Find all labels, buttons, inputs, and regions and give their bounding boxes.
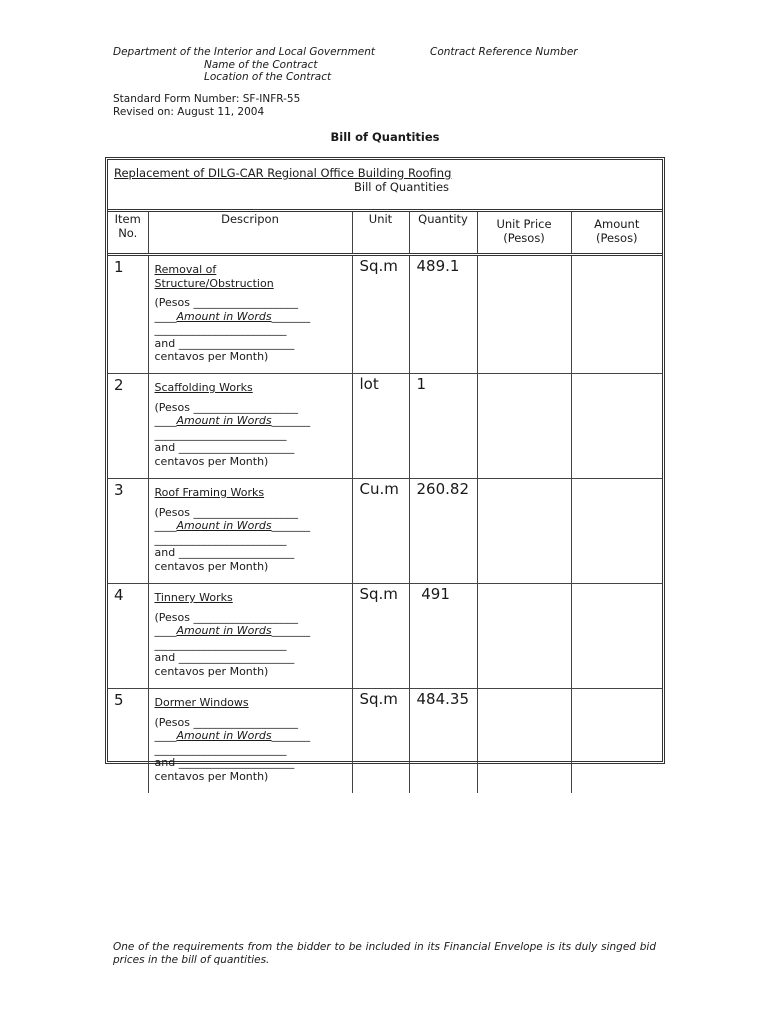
pesos-line: (Pesos ___________________: [154, 296, 298, 309]
pesos-line: (Pesos ___________________: [154, 715, 298, 729]
item-unit: lot: [352, 374, 409, 479]
contract-name-label: Name of the Contract: [204, 58, 318, 71]
column-header-row: [108, 212, 662, 255]
blank-line: ________________________: [154, 742, 287, 756]
blank-line: ________________________: [154, 532, 287, 546]
item-quantity: 1: [409, 374, 477, 479]
and-line: and _____________________: [154, 651, 295, 664]
item-quantity: 489.1: [409, 255, 477, 374]
table-row: [108, 689, 662, 794]
pesos-line: (Pesos ___________________: [154, 610, 298, 624]
table-row: [108, 255, 662, 374]
col-amount: Amount (Pesos): [571, 212, 662, 255]
col-item-no: Item No.: [108, 212, 148, 255]
item-description: [148, 479, 352, 584]
header-left: [113, 46, 375, 84]
item-number: 5: [108, 689, 148, 794]
item-unit-price-cell[interactable]: [477, 255, 571, 374]
centavos-line: centavos per Month): [154, 769, 269, 783]
item-amount-cell[interactable]: [571, 374, 662, 479]
standard-form-number: Standard Form Number: SF-INFR-55: [113, 93, 301, 105]
pesos-line: (Pesos ___________________: [154, 400, 298, 414]
col-unit: Unit: [352, 212, 409, 255]
amount-in-words-line: ____Amount in Words_______: [154, 624, 311, 637]
table-row: [108, 374, 662, 479]
item-number: 4: [108, 584, 148, 689]
centavos-line: centavos per Month): [154, 559, 269, 573]
contract-location-label: Location of the Contract: [204, 71, 332, 83]
item-unit-price-cell[interactable]: [477, 479, 571, 584]
col-description: Descripon: [148, 212, 352, 255]
bill-of-quantities-table: [105, 157, 665, 783]
item-unit: Cu.m: [352, 479, 409, 584]
item-unit-price-cell[interactable]: [477, 584, 571, 689]
and-line: and _____________________: [154, 336, 295, 350]
item-quantity: 484.35: [409, 689, 477, 794]
page-title: Bill of Quantities: [330, 130, 440, 144]
item-description: [148, 255, 352, 374]
and-line: and _____________________: [154, 756, 295, 769]
item-description: [148, 374, 352, 479]
blank-line: ________________________: [154, 637, 287, 651]
item-name: Scaffolding Works: [154, 381, 253, 394]
department-name: Department of the Interior and Local Government: [113, 46, 376, 58]
item-number: 3: [108, 479, 148, 584]
centavos-line: centavos per Month): [154, 454, 269, 468]
contract-reference-label: Contract Reference Number: [430, 46, 578, 58]
blank-line: ________________________: [154, 427, 287, 441]
item-unit: Sq.m: [352, 255, 409, 374]
blank-line: ________________________: [154, 323, 287, 336]
col-unit-price: Unit Price (Pesos): [477, 212, 571, 255]
item-name: Roof Framing Works: [154, 486, 265, 499]
pesos-line: (Pesos ___________________: [154, 505, 298, 519]
item-number: 1: [108, 255, 148, 374]
footnote: One of the requirements from the bidder to be included in its Financial Envelope is its duly singed bid prices in the bill of quantities.: [113, 941, 656, 966]
item-amount-cell[interactable]: [571, 255, 662, 374]
project-subtitle: Bill of Quantities: [354, 180, 450, 194]
item-name: Dormer Windows: [154, 696, 249, 709]
col-quantity: Quantity: [409, 212, 477, 255]
item-unit-price-cell[interactable]: [477, 689, 571, 794]
item-name: Removal of Structure/Obstruction: [154, 263, 274, 290]
item-description: [148, 689, 352, 794]
table-row: [108, 584, 662, 689]
item-unit: Sq.m: [352, 689, 409, 794]
project-name: Replacement of DILG-CAR Regional Office Building Roofing: [114, 166, 452, 180]
table-row: [108, 479, 662, 584]
item-unit-price-cell[interactable]: [477, 374, 571, 479]
centavos-line: centavos per Month): [154, 350, 269, 363]
item-amount-cell[interactable]: [571, 689, 662, 794]
items-table: [108, 212, 662, 793]
item-quantity: 491: [409, 584, 477, 689]
revision-date: Revised on: August 11, 2004: [113, 106, 265, 118]
item-number: 2: [108, 374, 148, 479]
amount-in-words-line: ____Amount in Words_______: [154, 729, 311, 742]
item-name: Tinnery Works: [154, 591, 233, 604]
form-info: [113, 93, 300, 119]
item-description: [148, 584, 352, 689]
item-quantity: 260.82: [409, 479, 477, 584]
amount-in-words-line: ____Amount in Words_______: [154, 309, 311, 323]
project-header: [108, 160, 662, 212]
item-amount-cell[interactable]: [571, 479, 662, 584]
item-unit: Sq.m: [352, 584, 409, 689]
item-amount-cell[interactable]: [571, 584, 662, 689]
centavos-line: centavos per Month): [154, 664, 269, 678]
amount-in-words-line: ____Amount in Words_______: [154, 414, 311, 427]
amount-in-words-line: ____Amount in Words_______: [154, 519, 311, 532]
and-line: and _____________________: [154, 546, 295, 559]
and-line: and _____________________: [154, 441, 295, 454]
